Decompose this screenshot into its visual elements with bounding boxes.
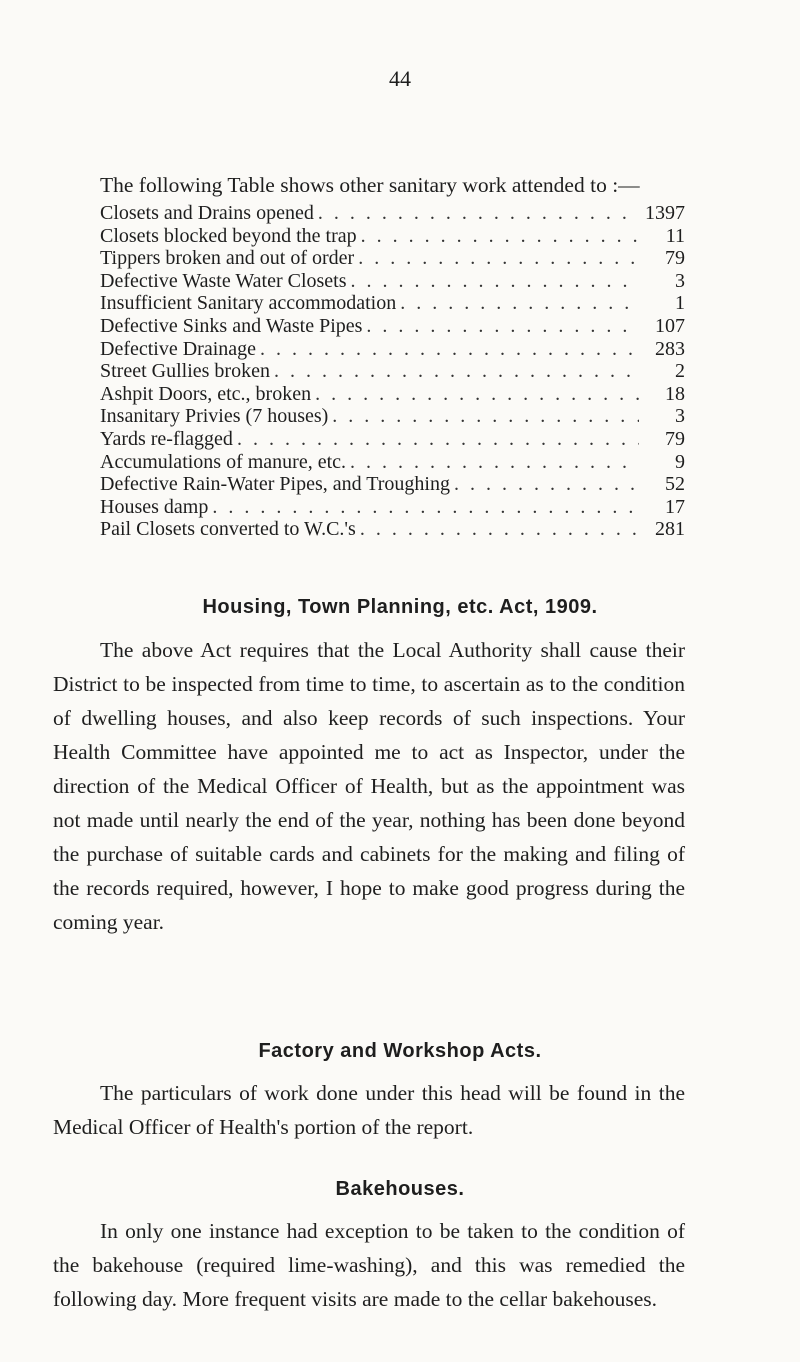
work-item-label: Yards re-flagged — [100, 427, 233, 450]
work-item-count: 17 — [665, 495, 685, 518]
dot-leader — [454, 473, 639, 496]
table-row — [100, 405, 685, 428]
work-item-count: 1 — [675, 292, 685, 315]
dot-leader — [332, 405, 639, 428]
dot-leader — [237, 428, 639, 451]
work-item-label: Defective Drainage — [100, 337, 257, 360]
work-item-label: Closets blocked beyond the trap — [100, 224, 357, 247]
work-item-label: Insanitary Privies (7 houses) — [100, 405, 329, 428]
work-item-label: Houses damp — [100, 495, 209, 518]
work-item-count: 18 — [665, 382, 685, 405]
work-item-count: 1397 — [645, 202, 685, 224]
table-row — [100, 383, 685, 406]
table-row — [100, 360, 685, 383]
dot-leader — [360, 518, 639, 541]
work-item-label: Defective Rain-Water Pipes, and Troughing — [100, 473, 450, 496]
work-item-count: 52 — [665, 473, 685, 496]
bakehouses-heading: Bakehouses. — [335, 1178, 465, 1200]
work-item-count: 79 — [665, 427, 685, 450]
dot-leader — [315, 383, 639, 406]
dot-leader — [351, 270, 639, 293]
work-item-label: Defective Sinks and Waste Pipes — [100, 314, 363, 337]
dot-leader — [366, 315, 639, 338]
table-row — [100, 270, 685, 293]
dot-leader — [318, 202, 639, 225]
housing-heading: Housing, Town Planning, etc. Act, 1909. — [202, 596, 598, 618]
table-row — [100, 247, 685, 270]
work-item-count: 9 — [675, 450, 685, 473]
work-item-count: 79 — [665, 247, 685, 270]
intro-paragraph: The following Table shows other sanitary work attended to :— — [100, 172, 640, 197]
work-item-label: Ashpit Doors, etc., broken — [100, 382, 312, 405]
factory-paragraph: The particulars of work done under this head will be found in the Medical Officer of Health's portion of the report. — [53, 1081, 685, 1139]
table-row — [100, 202, 685, 225]
table-row — [100, 292, 685, 315]
work-item-label: Accumulations of manure, etc. — [100, 450, 347, 473]
work-item-count: 3 — [675, 269, 685, 292]
dot-leader — [361, 225, 639, 248]
work-item-label: Defective Waste Water Closets — [100, 269, 347, 292]
work-item-label: Insufficient Sanitary accommodation — [100, 292, 397, 315]
work-item-count: 283 — [655, 337, 685, 360]
table-row — [100, 518, 685, 541]
work-item-label: Pail Closets converted to W.C.'s — [100, 518, 356, 541]
work-item-label: Closets and Drains opened — [100, 202, 314, 224]
dot-leader — [400, 292, 639, 315]
sanitary-work-table — [100, 202, 685, 541]
page-number: 44 — [389, 66, 411, 91]
dot-leader — [212, 496, 639, 519]
housing-paragraph: The above Act requires that the Local Authority shall cause their District to be inspected from time to time, to ascertain as to the condition of dwelling houses, and also keep records of such inspections. Your Health Committee have appointed me to act as Inspector, under the direction of the Medical Officer of Health, but as the appointment was not made until nearly the end of the year, nothing has been done beyond the purchase of suitable cards and cabinets for the making and filing of the records required, however, I hope to make good progress during the coming year. — [53, 638, 685, 934]
table-row — [100, 496, 685, 519]
work-item-count: 281 — [655, 518, 685, 541]
table-row — [100, 225, 685, 248]
table-row — [100, 315, 685, 338]
dot-leader — [260, 338, 639, 361]
dot-leader — [274, 360, 639, 383]
table-row — [100, 338, 685, 361]
bakehouses-paragraph: In only one instance had exception to be taken to the condition of the bakehouse (required lime-washing), and this was remedied the following day. More frequent visits are made to the cellar bakehouses. — [53, 1219, 685, 1311]
work-item-count: 11 — [665, 224, 685, 247]
table-row — [100, 473, 685, 496]
factory-heading: Factory and Workshop Acts. — [258, 1040, 542, 1062]
work-item-count: 2 — [675, 360, 685, 383]
dot-leader — [358, 247, 639, 270]
dot-leader — [350, 451, 639, 474]
work-item-count: 107 — [655, 314, 685, 337]
work-item-label: Street Gullies broken — [100, 360, 270, 383]
work-item-count: 3 — [675, 405, 685, 428]
work-item-label: Tippers broken and out of order — [100, 247, 355, 270]
table-row — [100, 428, 685, 451]
table-row — [100, 451, 685, 474]
